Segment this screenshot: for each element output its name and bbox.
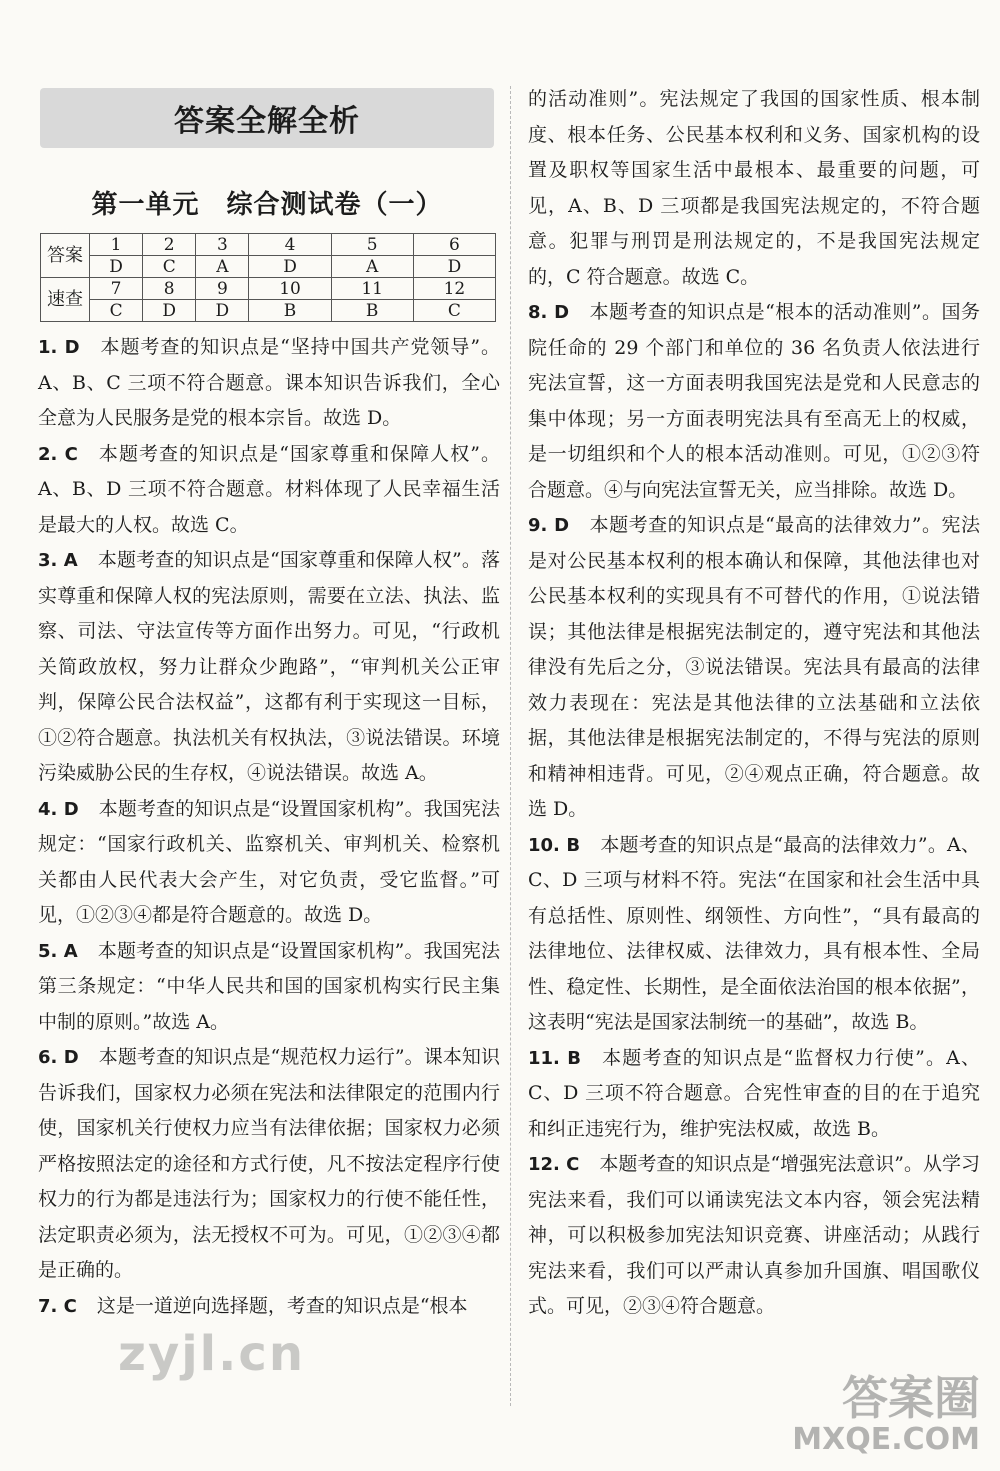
right-column bbox=[528, 82, 980, 1325]
answer-item-11: 11. B 本题考查的知识点是“监督权力行使”。A、C、D 三项不符合题意。合宪性审查的目的在于追究和纠正违宪行为，维护宪法权威，故选 B。 bbox=[528, 1046, 980, 1140]
table-cell: 6 bbox=[413, 234, 495, 256]
left-column bbox=[38, 330, 500, 1324]
watermark-stamp: zyjl.cn bbox=[118, 1326, 305, 1382]
answer-quick-check-table bbox=[40, 233, 496, 322]
table-cell: 10 bbox=[249, 278, 331, 300]
answer-item-12: 12. C 本题考查的知识点是“增强宪法意识”。从学习宪法来看，我们可以诵读宪法文本内容，领会宪法精神，可以积极参加宪法知识竞赛、讲座活动；从践行宪法来看，我们可以严肃认真参加升国旗、唱国歌仪式。可见，②③④符合题意。 bbox=[528, 1153, 980, 1317]
answer-item-3: 3. A 本题考查的知识点是“国家尊重和保障人权”。落实尊重和保障人权的宪法原则，需要在立法、执法、监察、司法、守法宣传等方面作出努力。可见，“行政机关简政放权，努力让群众少跑路”，“审判机关公正审判，保障公民合法权益”，这都有利于实现这一目标，①②符合题意。执法机关有权执法，③说法错误。环境污染威胁公民的生存权，④说法错误。故选 A。 bbox=[38, 549, 501, 784]
table-label-bottom: 速查 bbox=[41, 278, 90, 322]
table-cell: 2 bbox=[143, 234, 196, 256]
table-cell: 1 bbox=[90, 234, 143, 256]
table-cell: C bbox=[90, 300, 143, 322]
table-cell: 4 bbox=[249, 234, 331, 256]
table-cell: B bbox=[249, 300, 331, 322]
table-cell: A bbox=[196, 256, 249, 278]
answer-item-7-continued: 的活动准则”。宪法规定了我国的国家性质、根本制度、根本任务、公民基本权利和义务、国家机构的设置及职权等国家生活中最根本、最重要的问题，可见，A、B、D 三项都是我国宪法规定的，不符合题意。犯罪与刑罚是刑法规定的，不是我国宪法规定的，C 符合题意。故选 C。 bbox=[528, 88, 980, 288]
answer-item-10: 10. B 本题考查的知识点是“最高的法律效力”。A、C、D 三项与材料不符。宪法“在国家和社会生活中具有总括性、原则性、纲领性、方向性”，“具有最高的法律地位、法律权威、法律效力，具有根本性、全局性、稳定性、长期性，是全面依法治国的根本依据”，这表明“宪法是国家法制统一的基础”，故选 B。 bbox=[528, 833, 981, 1033]
unit-title: 第一单元 综合测试卷（一） bbox=[91, 190, 443, 220]
table-cell: D bbox=[90, 256, 143, 278]
watermark-top: 答案圈 bbox=[842, 1371, 980, 1425]
table-cell: D bbox=[143, 300, 196, 322]
answer-item-1: 1. D 本题考查的知识点是“坚持中国共产党领导”。A、B、C 三项不符合题意。课本知识告诉我们，全心全意为人民服务是党的根本宗旨。故选 D。 bbox=[38, 336, 500, 429]
answer-item-4: 4. D 本题考查的知识点是“设置国家机构”。我国宪法规定：“国家行政机关、监察机关、审判机关、检察机关都由人民代表大会产生，对它负责，受它监督。”可见，①②③④都是符合题意的。故选 D。 bbox=[38, 797, 500, 926]
table-cell: D bbox=[249, 256, 331, 278]
table-cell: C bbox=[143, 256, 196, 278]
watermark-bottom: MXQE.COM bbox=[792, 1422, 980, 1457]
table-cell: B bbox=[331, 300, 413, 322]
table-cell: 11 bbox=[331, 278, 413, 300]
answer-item-9: 9. D 本题考查的知识点是“最高的法律效力”。宪法是对公民基本权利的根本确认和保障，其他法律也对公民基本权利的实现具有不可替代的作用，①说法错误；其他法律是根据宪法制定的，遵守宪法和其他法律没有先后之分，③说法错误。宪法具有最高的法律效力表现在：宪法是其他法律的立法基础和立法依据，其他法律是根据宪法制定的，不得与宪法的原则和精神相违背。可见，②④观点正确，符合题意。故选 D。 bbox=[528, 514, 980, 820]
table-label-top: 答案 bbox=[41, 234, 90, 278]
answer-item-8: 8. D 本题考查的知识点是“根本的活动准则”。国务院任命的 29 个部门和单位的 36 名负责人依法进行宪法宣誓，这一方面表明我国宪法是党和人民意志的集中体现；另一方面表明宪法具有至高无上的权威，是一切组织和个人的根本活动准则。可见，①②③符合题意。④与向宪法宣誓无关，应当排除。故选 D。 bbox=[528, 301, 980, 501]
table-cell: C bbox=[413, 300, 495, 322]
answer-item-5: 5. A 本题考查的知识点是“设置国家机构”。我国宪法第三条规定：“中华人民共和国的国家机构实行民主集中制的原则。”故选 A。 bbox=[38, 939, 501, 1033]
corner-watermark bbox=[792, 1373, 980, 1457]
table-cell: D bbox=[196, 300, 249, 322]
answer-item-6: 6. D 本题考查的知识点是“规范权力运行”。课本知识告诉我们，国家权力必须在宪法和法律限定的范围内行使，国家机关行使权力应当有法律依据；国家权力必须严格按照法定的途径和方式行使，凡不按法定程序行使权力的行为都是违法行为；国家权力的行使不能任性，法定职责必须为，法无授权不可为。可见，①②③④都是正确的。 bbox=[38, 1046, 500, 1281]
table-cell: D bbox=[413, 256, 495, 278]
table-cell: 3 bbox=[196, 234, 249, 256]
answer-item-2: 2. C 本题考查的知识点是“国家尊重和保障人权”。A、B、D 三项不符合题意。材料体现了人民幸福生活是最大的人权。故选 C。 bbox=[38, 442, 500, 536]
table-cell: 5 bbox=[331, 234, 413, 256]
answer-item-7: 7. C 这是一道逆向选择题，考查的知识点是“根本 bbox=[38, 1294, 468, 1317]
column-divider bbox=[510, 86, 511, 1406]
table-cell: 9 bbox=[196, 278, 249, 300]
table-cell: A bbox=[331, 256, 413, 278]
table-cell: 8 bbox=[143, 278, 196, 300]
table-cell: 7 bbox=[90, 278, 143, 300]
banner-title: 答案全解全析 bbox=[174, 104, 360, 139]
section-banner bbox=[40, 88, 494, 148]
table-cell: 12 bbox=[413, 278, 495, 300]
